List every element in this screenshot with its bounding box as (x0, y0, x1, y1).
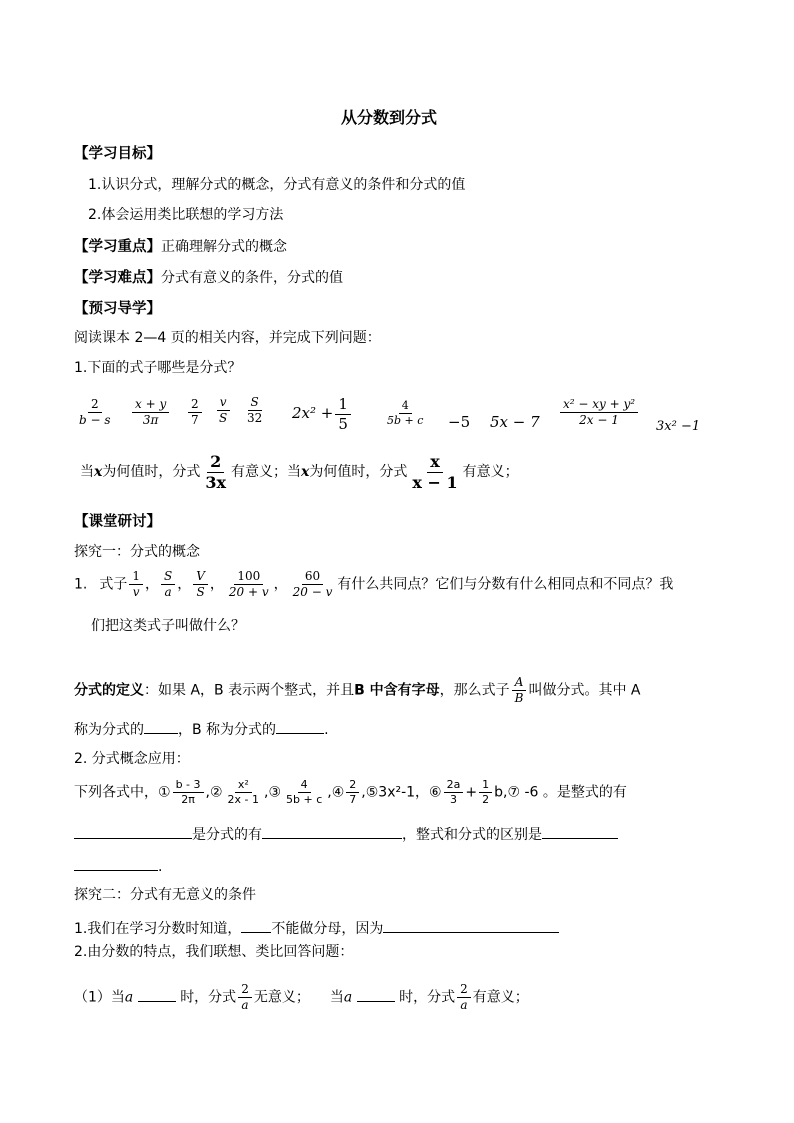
app-marker-7: ,⑦ -6 。是整式的有 (503, 784, 627, 801)
eq1-frac1-den: v (132, 585, 140, 600)
eq1-frac2-den: a (164, 585, 172, 600)
eq1-tail: 有什么共同点？它们与分数有什么相同点和不同点？我 (337, 576, 674, 593)
eq1-sep-2: ， (177, 576, 192, 593)
expr-3-num: 2 (188, 398, 202, 413)
expr-5-num: S (248, 396, 262, 411)
q2-text-5: 有意义； (462, 464, 519, 481)
key-point (74, 240, 287, 255)
eq1-num: 1. (74, 576, 88, 593)
expr-2 (130, 398, 171, 427)
expr-5-den: 32 (247, 411, 263, 426)
expr-10-den: 2x − 1 (579, 413, 619, 428)
app-item2-num: x² (235, 779, 252, 793)
eq1-sep-3: ， (209, 576, 224, 593)
app-item6-plus: + (465, 784, 478, 801)
key-heading: 【学习重点】 (74, 239, 161, 255)
eq1-frac2-num: S (161, 570, 175, 585)
definition-line2-b: ，B 称为分式的 (178, 722, 277, 738)
app-item6-b: b (494, 784, 503, 801)
difference-answer-blank-cont[interactable] (74, 858, 158, 871)
expr-2-den: 3π (142, 413, 159, 428)
expr-11: 3x² −1 (656, 419, 701, 434)
e2q3-frac1-den: a (241, 998, 249, 1013)
eq1-frac3-den: S (196, 585, 205, 600)
expr-3-den: 7 (191, 413, 199, 428)
e2q1-text-a: 1.我们在学习分数时知道， (74, 921, 242, 937)
explore-2-title: 探究二：分式有无意义的条件 (74, 887, 256, 903)
app-item4-den: 7 (349, 793, 357, 807)
e2q3-text-2: 时，分式 (180, 989, 237, 1006)
fraction-definition (74, 676, 641, 705)
expr-10 (558, 398, 640, 427)
goal-item-1: 1.认识分式，理解分式的概念，分式有意义的条件和分式的值 (88, 177, 466, 193)
expr-1-den: b − s (79, 413, 111, 428)
definition-line2-c: . (324, 722, 329, 738)
app-item1-num: b - 3 (173, 779, 204, 793)
definition-text-3: 叫做分式。其中 A (528, 682, 641, 699)
undefined-condition-blank[interactable] (138, 989, 176, 1002)
denominator-blank[interactable] (276, 721, 324, 734)
e2q3-text-3: 无意义； (253, 989, 310, 1006)
explore-2-question-2: 2.由分数的特点，我们联想、类比回答问题： (74, 944, 354, 960)
application-heading: 2. 分式概念应用： (74, 751, 190, 767)
app-marker-4: ,④ (327, 784, 345, 801)
app-marker-3: ,③ (264, 784, 282, 801)
expr-7-den: 5b + c (387, 414, 424, 428)
app-item6b-num: 1 (479, 779, 492, 793)
e2q1-text-b: 不能做分母，因为 (271, 921, 384, 937)
application-line2 (74, 826, 618, 842)
page-title: 从分数到分式 (341, 108, 438, 127)
e2q3-text-1: （1）当 (74, 989, 125, 1006)
eq1-sep-4: ， (273, 576, 288, 593)
app-item2-den: 2x - 1 (227, 793, 260, 807)
classroom-heading: 【课堂研讨】 (74, 514, 161, 530)
expr-4-num: v (217, 396, 230, 411)
preview-question-1: 1.下面的式子哪些是分式？ (74, 360, 242, 376)
expr-2-num: x + y (132, 398, 169, 413)
q2-text-2: 为何值时，分式 (102, 464, 201, 481)
app-marker-5-6: ,⑤3x²-1，⑥ (361, 784, 442, 801)
q2-var-1: x (94, 464, 103, 481)
difference-answer-blank[interactable] (542, 826, 618, 839)
reason-blank[interactable] (383, 920, 559, 933)
expr-3 (186, 398, 204, 427)
app-item3-num: 4 (298, 779, 311, 793)
app-marker-2: ,② (205, 784, 223, 801)
eq1-frac3-num: V (193, 570, 208, 585)
e2q3-text-4: 当 (329, 989, 344, 1006)
fraction-answer-blank[interactable] (262, 826, 402, 839)
q2-frac2-num: x (427, 453, 443, 473)
expr-1 (74, 398, 116, 427)
eq1-frac5-num: 60 (302, 570, 323, 585)
explore-1-title: 探究一：分式的概念 (74, 544, 200, 560)
expr-6-lead: 2x² + (292, 404, 334, 422)
polynomial-answer-blank[interactable] (74, 826, 192, 839)
definition-line2-a: 称为分式的 (74, 722, 144, 738)
definition-text-1: ：如果 A，B 表示两个整式，并且 (144, 682, 355, 699)
app-line2-a: 是分式的有 (192, 827, 262, 843)
goal-item-2: 2.体会运用类比联想的学习方法 (88, 207, 284, 223)
app-line3-end: . (158, 859, 163, 875)
q2-frac1-den: 3x (205, 472, 227, 492)
definition-emphasis: B 中含有字母 (354, 682, 440, 699)
difficulty-point (74, 271, 343, 286)
expr-7-num: 4 (399, 400, 412, 414)
eq1-frac5-den: 20 − v (292, 585, 333, 600)
eq1-frac1-num: 1 (129, 570, 143, 585)
explore-1-question-1-line2: 们把这类式子叫做什么？ (91, 618, 245, 634)
expr-9: 5x − 7 (490, 413, 540, 431)
application-list (74, 779, 627, 806)
preview-intro: 阅读课本 2—4 页的相关内容，并完成下列问题： (74, 330, 381, 346)
app-item3-den: 5b + c (286, 793, 323, 807)
difficulty-heading: 【学习难点】 (74, 270, 161, 286)
q2-text-4: 为何值时，分式 (309, 464, 408, 481)
application-line3 (74, 858, 162, 874)
explore-1-question-1 (74, 570, 673, 599)
preview-question-2 (80, 453, 519, 491)
q2-text-3: 有意义；当 (231, 464, 302, 481)
eq1-lead: 式子 (99, 576, 128, 593)
q2-var-2: x (301, 464, 310, 481)
preview-heading: 【预习导学】 (74, 301, 161, 317)
numerator-blank[interactable] (144, 721, 178, 734)
app-lead: 下列各式中， (74, 784, 158, 801)
expr-7 (382, 400, 428, 427)
defined-condition-blank[interactable] (357, 989, 395, 1002)
expr-4 (214, 396, 232, 425)
e2q3-var-a-2: a (343, 989, 353, 1006)
expr-6-den: 5 (338, 414, 348, 433)
app-item4-num: 2 (346, 779, 359, 793)
expr-5 (242, 396, 267, 425)
q2-text-1: 当 (80, 464, 94, 481)
explore-2-question-3 (74, 983, 529, 1012)
eq1-frac4-num: 100 (234, 570, 263, 585)
e2q3-frac2-den: a (460, 998, 468, 1013)
eq1-sep-1: ， (145, 576, 159, 593)
e2q3-text-5: 时，分式 (399, 989, 456, 1006)
expr-10-num: x² − xy + y² (560, 398, 638, 413)
app-item6b-den: 2 (482, 793, 490, 807)
definition-label: 分式的定义 (74, 682, 144, 699)
expr-6-num: 1 (335, 396, 351, 415)
app-item6-den: 3 (450, 793, 457, 807)
e2q3-text-6: 有意义； (472, 989, 529, 1006)
definition-frac-num: A (512, 676, 527, 691)
definition-frac-den: B (514, 691, 524, 706)
app-marker-1: ① (158, 784, 171, 801)
e2q3-var-a-1: a (124, 989, 134, 1006)
expr-4-den: S (219, 411, 228, 426)
e2q3-frac1-num: 2 (238, 983, 252, 998)
eq1-frac4-den: 20 + v (228, 585, 269, 600)
app-item6-num: 2a (444, 779, 464, 793)
zero-blank[interactable] (241, 920, 271, 933)
app-line2-b: ，整式和分式的区别是 (402, 827, 542, 843)
difficulty-text: 分式有意义的条件，分式的值 (161, 270, 343, 286)
q2-frac2-den: x − 1 (412, 472, 458, 492)
expr-1-num: 2 (88, 398, 102, 413)
goals-heading: 【学习目标】 (74, 146, 161, 162)
app-item1-den: 2π (181, 793, 195, 807)
expr-8: −5 (448, 413, 471, 431)
q2-frac1-num: 2 (207, 453, 224, 473)
definition-line2 (74, 721, 329, 737)
expr-6 (292, 396, 353, 432)
key-text: 正确理解分式的概念 (161, 239, 287, 255)
definition-text-2: ，那么式子 (439, 682, 510, 699)
explore-2-question-1 (74, 920, 559, 936)
e2q3-frac2-num: 2 (457, 983, 471, 998)
